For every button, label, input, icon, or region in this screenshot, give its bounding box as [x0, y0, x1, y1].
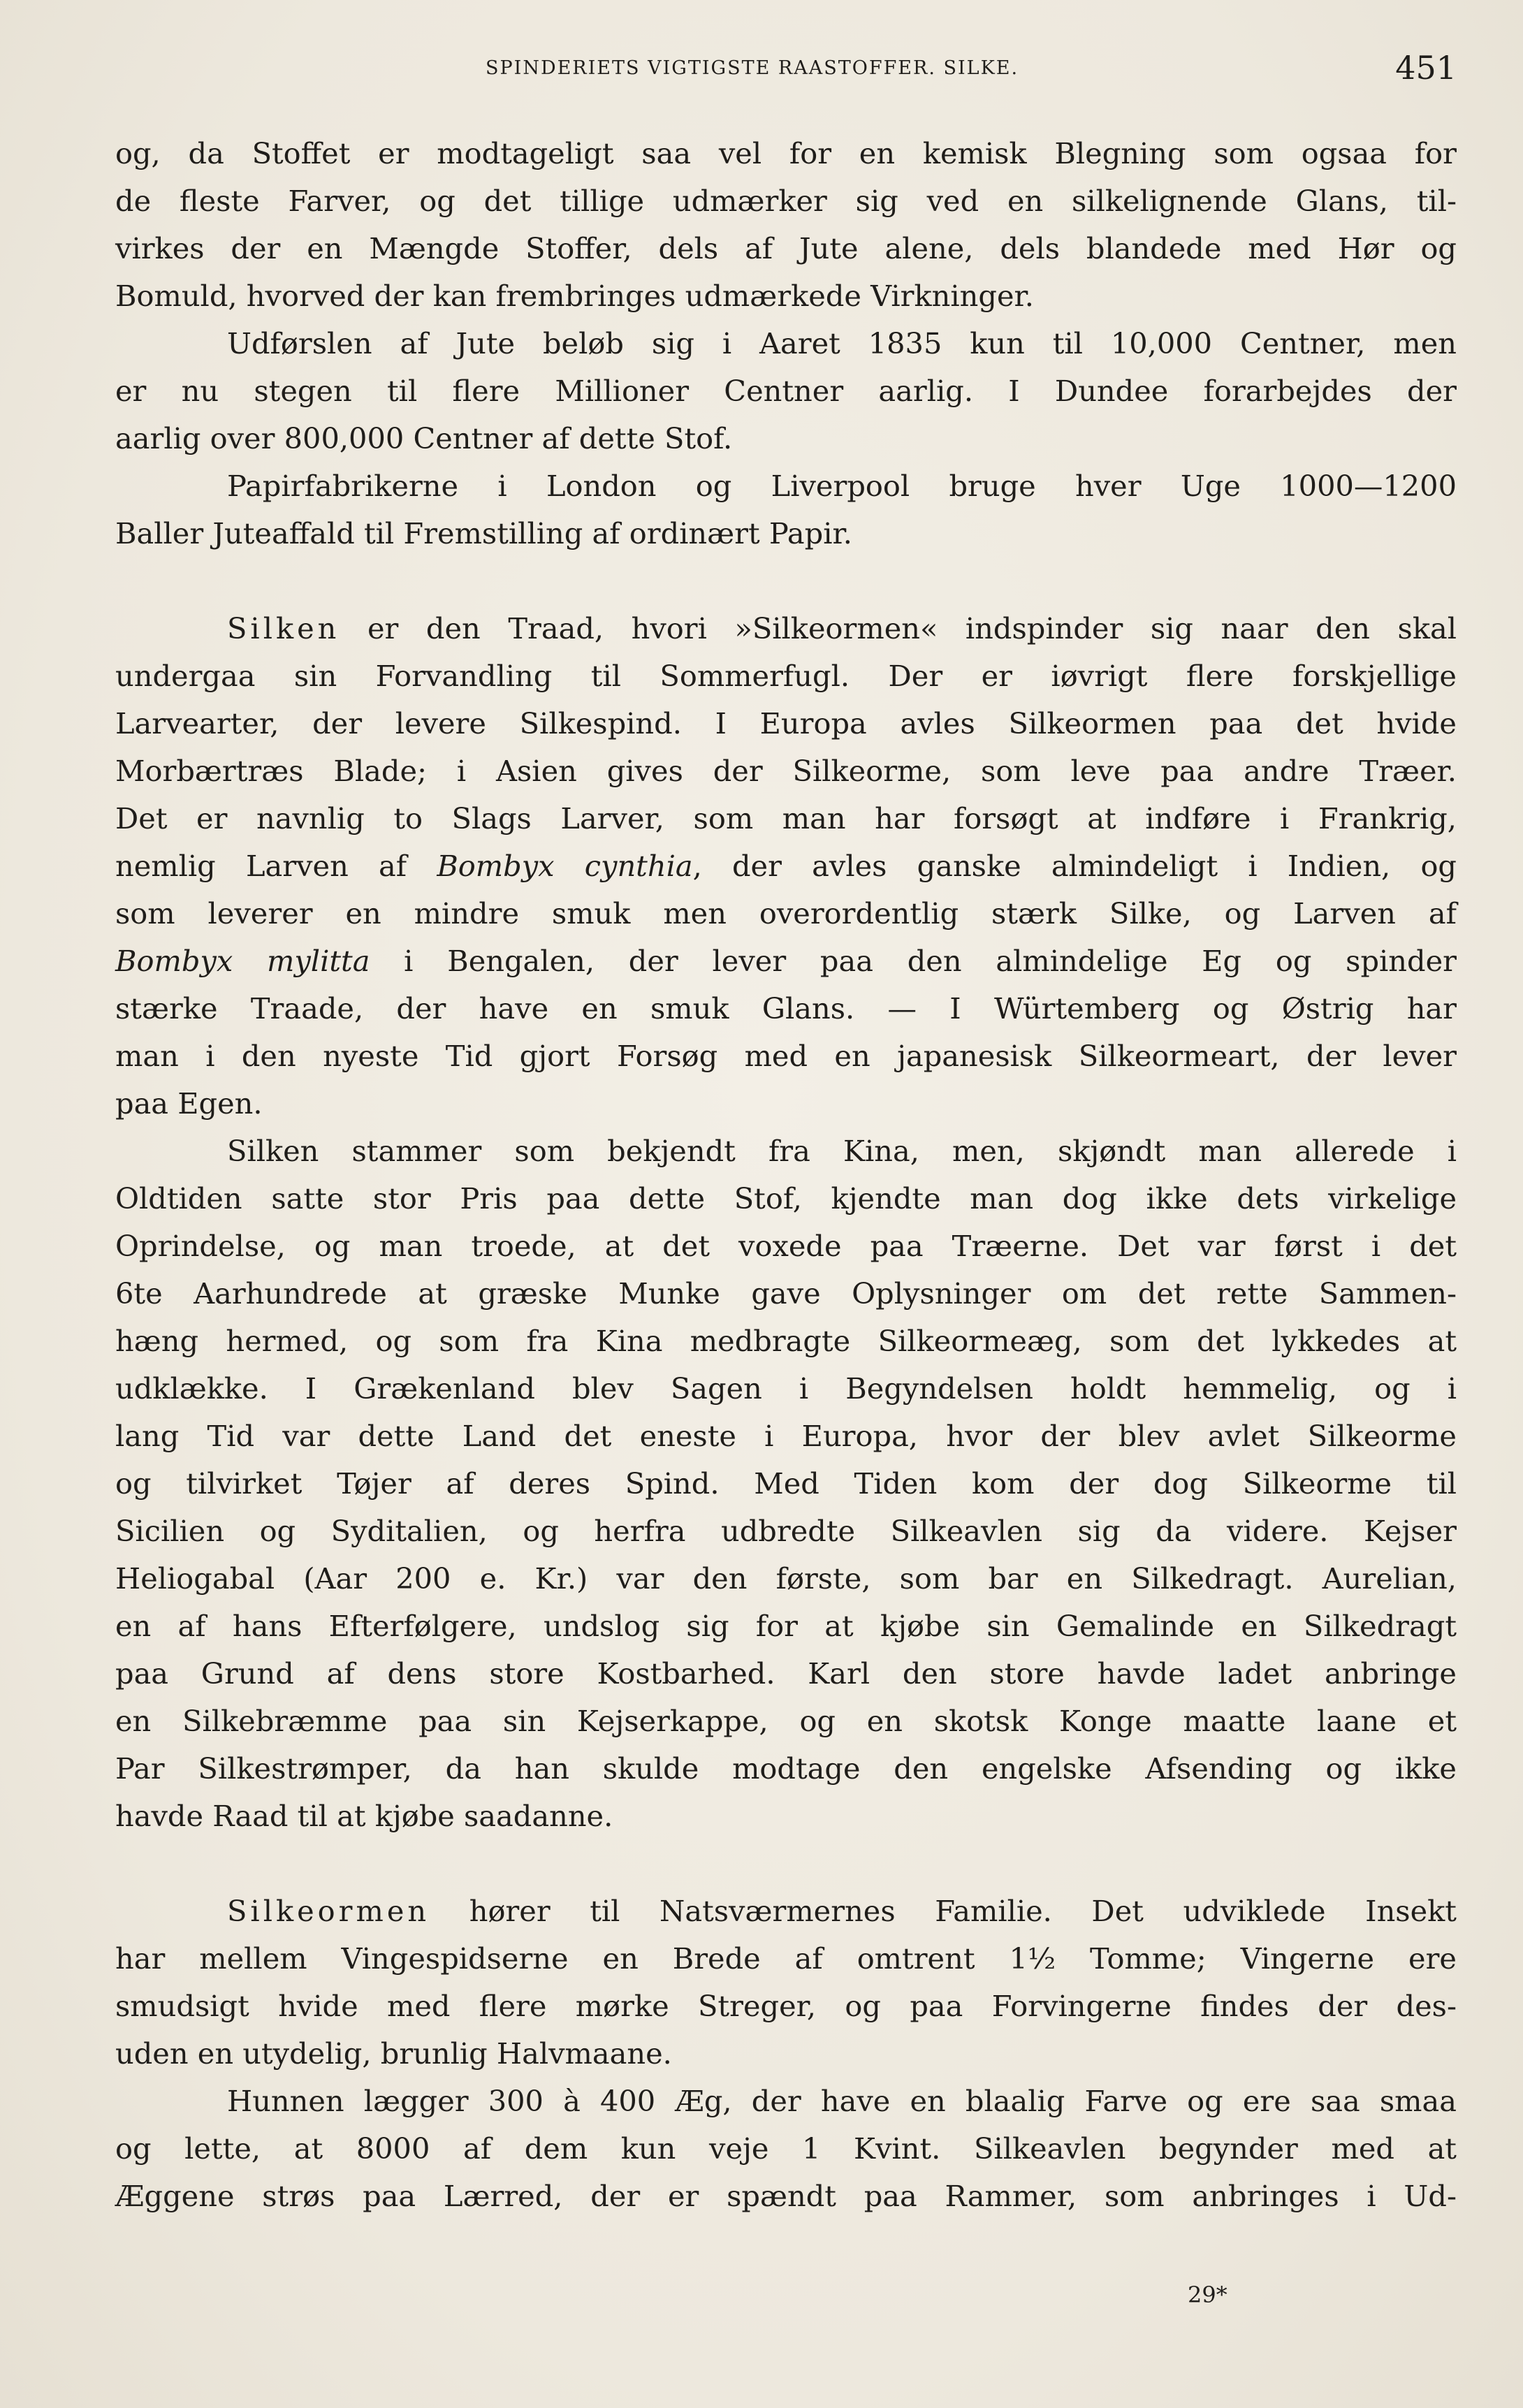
line-text: Silken stammer som bekjendt fra Kina, men, skjøndt man allerede i — [227, 1134, 1457, 1168]
text-line — [115, 1270, 1457, 1318]
line-text: er nu stegen til flere Millioner Centner aarlig. I Dundee forarbejdes der — [115, 374, 1457, 408]
line-text: Par Silkestrømper, da han skulde modtage den engelske Afsending og ikke — [115, 1751, 1457, 1786]
text-line — [115, 1032, 1457, 1080]
text-line — [115, 320, 1457, 367]
text-line — [115, 1793, 1457, 1840]
text-line — [115, 700, 1457, 747]
line-text: virkes der en Mængde Stoffer, dels af Jute alene, dels blandede med Hør og — [115, 231, 1457, 265]
line-text: smudsigt hvide med flere mørke Streger, og paa Forvingerne findes der des- — [115, 1989, 1457, 2023]
species-name: Bombyx mylitta — [115, 944, 370, 978]
line-text: er den Traad, hvori »Silkeormen« indspinder sig naar den skal — [340, 611, 1457, 645]
text-line — [115, 1555, 1457, 1603]
text-line — [115, 842, 1457, 890]
text-line — [115, 747, 1457, 795]
text-line — [115, 367, 1457, 415]
text-line — [115, 1318, 1457, 1365]
text-line — [115, 2125, 1457, 2173]
line-text: Baller Juteaffald til Fremstilling af ordinært Papir. — [115, 516, 852, 550]
line-text: Udførslen af Jute beløb sig i Aaret 1835 kun til 10,000 Centner, men — [227, 326, 1457, 360]
text-line — [115, 1413, 1457, 1460]
line-text: og, da Stoffet er modtageligt saa vel for en kemisk Blegning som ogsaa for — [115, 136, 1457, 170]
text-line — [115, 272, 1457, 320]
text-line — [115, 937, 1457, 985]
spaced-heading-word: Silken — [227, 611, 340, 645]
line-text: en Silkebræmme paa sin Kejserkappe, og en skotsk Konge maatte laane et — [115, 1704, 1457, 1738]
line-text: hæng hermed, og som fra Kina medbragte Silkeormeæg, som det lykkedes at — [115, 1324, 1457, 1358]
text-line — [115, 2078, 1457, 2125]
line-text-pre: nemlig Larven af — [115, 849, 437, 883]
line-text: har mellem Vingespidserne en Brede af omtrent 1½ Tomme; Vingerne ere — [115, 1941, 1457, 1976]
text-line — [115, 462, 1457, 510]
text-line — [115, 510, 1457, 557]
text-line — [115, 1983, 1457, 2030]
signature-mark: 29* — [1188, 2282, 1227, 2308]
text-line — [115, 1223, 1457, 1270]
text-line — [115, 795, 1457, 842]
line-text: en af hans Efterfølgere, undslog sig for at kjøbe sin Gemalinde en Silkedragt — [115, 1609, 1457, 1643]
text-line — [115, 1508, 1457, 1555]
line-text: de fleste Farver, og det tillige udmærker sig ved en silkelignende Glans, til- — [115, 184, 1457, 218]
text-line — [115, 1935, 1457, 1983]
text-line — [115, 177, 1457, 225]
line-text: Hunnen lægger 300 à 400 Æg, der have en blaalig Farve og ere saa smaa — [227, 2084, 1457, 2118]
page-number: 451 — [1395, 49, 1457, 87]
line-text: 6te Aarhundrede at græske Munke gave Oplysninger om det rette Sammen- — [115, 1276, 1457, 1311]
line-text: og lette, at 8000 af dem kun veje 1 Kvint. Silkeavlen begynder med at — [115, 2131, 1457, 2166]
text-line — [115, 1745, 1457, 1793]
running-head: SPINDERIETS VIGTIGSTE RAASTOFFER. SILKE. — [486, 57, 1019, 79]
text-line — [115, 1365, 1457, 1413]
line-text: Larvearter, der levere Silkespind. I Europa avles Silkeormen paa det hvide — [115, 706, 1457, 740]
text-line — [115, 2173, 1457, 2220]
line-text: Oprindelse, og man troede, at det voxede paa Træerne. Det var først i det — [115, 1229, 1457, 1263]
text-line — [115, 1175, 1457, 1223]
spaced-heading-word: Silkeormen — [227, 1894, 430, 1928]
text-line — [115, 1460, 1457, 1508]
text-line — [115, 1650, 1457, 1698]
line-text: stærke Traade, der have en smuk Glans. — I Würtemberg og Østrig har — [115, 991, 1457, 1026]
line-text: paa Egen. — [115, 1086, 263, 1121]
text-line — [115, 890, 1457, 937]
text-line — [115, 1128, 1457, 1175]
line-text: paa Grund af dens store Kostbarhed. Karl den store havde ladet anbringe — [115, 1656, 1457, 1691]
line-text: man i den nyeste Tid gjort Forsøg med en japanesisk Silkeormeart, der lever — [115, 1039, 1457, 1073]
line-text: Bomuld, hvorved der kan frembringes udmærkede Virkninger. — [115, 279, 1034, 313]
text-line — [115, 1080, 1457, 1128]
line-text: uden en utydelig, brunlig Halvmaane. — [115, 2036, 672, 2071]
line-text: Æggene strøs paa Lærred, der er spændt paa Rammer, som anbringes i Ud- — [115, 2179, 1457, 2213]
line-text: , der avles ganske almindeligt i Indien, og — [692, 849, 1457, 883]
line-text: Papirfabrikerne i London og Liverpool bruge hver Uge 1000—1200 — [227, 469, 1457, 503]
line-text: Det er navnlig to Slags Larver, som man har forsøgt at indføre i Frankrig, — [115, 801, 1457, 835]
line-text: lang Tid var dette Land det eneste i Europa, hvor der blev avlet Silkeorme — [115, 1419, 1457, 1453]
text-line — [115, 415, 1457, 462]
line-text: som leverer en mindre smuk men overordentlig stærk Silke, og Larven af — [115, 896, 1457, 931]
line-text: Morbærtræs Blade; i Asien gives der Silkeorme, som leve paa andre Træer. — [115, 754, 1457, 788]
text-line — [115, 652, 1457, 700]
line-text: Sicilien og Syditalien, og herfra udbredte Silkeavlen sig da videre. Kejser — [115, 1514, 1457, 1548]
text-line — [115, 1888, 1457, 1935]
text-line — [115, 1603, 1457, 1650]
line-text: aarlig over 800,000 Centner af dette Stof. — [115, 421, 733, 455]
body-text — [115, 130, 1457, 2220]
text-line — [115, 130, 1457, 177]
text-line — [115, 2030, 1457, 2078]
text-line — [115, 985, 1457, 1032]
text-line — [115, 225, 1457, 272]
line-text: hører til Natsværmernes Familie. Det udviklede Insekt — [430, 1894, 1457, 1928]
line-text: i Bengalen, der lever paa den almindelige Eg og spinder — [370, 944, 1457, 978]
line-text: Heliogabal (Aar 200 e. Kr.) var den første, som bar en Silkedragt. Aurelian, — [115, 1561, 1457, 1596]
species-name: Bombyx cynthia — [437, 849, 693, 883]
text-line — [115, 605, 1457, 652]
line-text: Oldtiden satte stor Pris paa dette Stof, kjendte man dog ikke dets virkelige — [115, 1181, 1457, 1216]
line-text: og tilvirket Tøjer af deres Spind. Med Tiden kom der dog Silkeorme til — [115, 1466, 1457, 1501]
line-text: havde Raad til at kjøbe saadanne. — [115, 1799, 613, 1833]
line-text: udklække. I Grækenland blev Sagen i Begyndelsen holdt hemmelig, og i — [115, 1371, 1457, 1406]
line-text: undergaa sin Forvandling til Sommerfugl. Der er iøvrigt flere forskjellige — [115, 659, 1457, 693]
text-line — [115, 1698, 1457, 1745]
page-header — [115, 49, 1457, 91]
